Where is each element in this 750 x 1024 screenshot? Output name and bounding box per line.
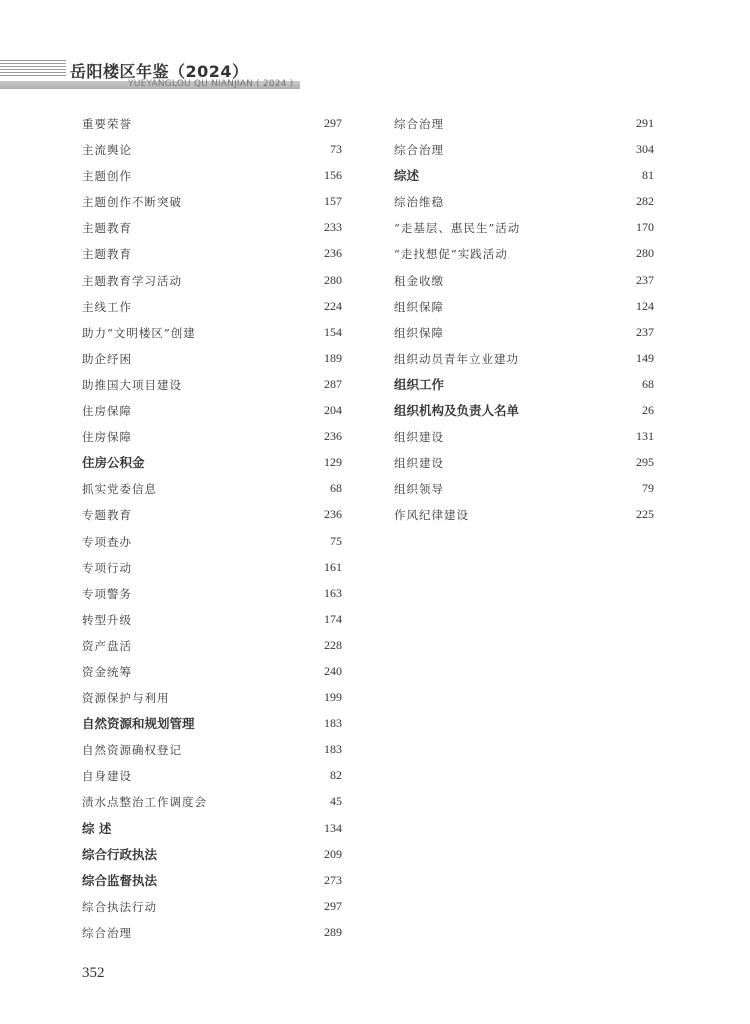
index-page-number: 237 <box>636 324 654 339</box>
index-term: 主题教育 <box>82 247 132 262</box>
index-term: 组织机构及负责人名单 <box>394 403 520 419</box>
index-term: 专项警务 <box>82 586 132 601</box>
yearbook-subtitle: YUEYANGLOU QU NIANJIAN ( 2024 ) <box>128 79 294 89</box>
page-number: 352 <box>82 965 105 981</box>
index-term: 自身建设 <box>82 769 132 784</box>
index-entry <box>82 452 342 478</box>
index-term: 渍水点整治工作调度会 <box>82 795 207 810</box>
index-entry <box>394 478 654 504</box>
index-entry <box>394 296 654 322</box>
index-page-number: 68 <box>330 481 342 496</box>
index-page-number: 199 <box>324 690 342 705</box>
index-entry <box>82 400 342 426</box>
index-term: 综述 <box>394 168 420 184</box>
index-page-number: 280 <box>636 246 654 261</box>
index-term: 综 述 <box>82 820 112 836</box>
index-page-number: 236 <box>324 429 342 444</box>
index-entry <box>82 870 342 896</box>
index-term: 组织领导 <box>394 482 444 497</box>
running-header <box>0 58 750 94</box>
index-entry <box>394 217 654 243</box>
index-term: 住房公积金 <box>82 455 145 471</box>
index-entry <box>394 270 654 296</box>
index-entry <box>82 739 342 765</box>
index-column-left <box>82 113 342 948</box>
index-entry <box>82 322 342 348</box>
index-term: “走基层、惠民生”活动 <box>394 221 521 236</box>
index-term: 助企纾困 <box>82 351 132 366</box>
index-page-number: 224 <box>324 298 342 313</box>
index-term: 抓实党委信息 <box>82 482 157 497</box>
index-term: 综合治理 <box>82 925 132 940</box>
index-term: 主流舆论 <box>82 143 132 158</box>
index-entry <box>394 504 654 530</box>
index-page-number: 225 <box>636 507 654 522</box>
index-term: 主题教育 <box>82 221 132 236</box>
index-term: 作风纪律建设 <box>394 508 469 523</box>
index-page-number: 297 <box>324 898 342 913</box>
index-page-number: 204 <box>324 403 342 418</box>
index-page-number: 75 <box>330 533 342 548</box>
index-entry <box>82 583 342 609</box>
index-entry <box>82 504 342 530</box>
index-term: 资源保护与利用 <box>82 691 170 706</box>
header-stripes <box>0 58 66 76</box>
index-term: 综合监督执法 <box>82 872 158 888</box>
index-page-number: 240 <box>324 663 342 678</box>
index-page-number: 233 <box>324 220 342 235</box>
index-term: 助推国大项目建设 <box>82 377 182 392</box>
index-page-number: 154 <box>324 324 342 339</box>
index-term: 组织工作 <box>394 376 445 392</box>
index-entry <box>82 635 342 661</box>
index-entry <box>82 165 342 191</box>
index-entry <box>82 217 342 243</box>
index-entry <box>394 400 654 426</box>
index-term: 综合行政执法 <box>82 846 158 862</box>
index-term: 主题创作不断突破 <box>82 195 182 210</box>
index-page-number: 282 <box>636 194 654 209</box>
index-entry <box>82 687 342 713</box>
index-page-number: 189 <box>324 350 342 365</box>
index-term: 主线工作 <box>82 299 132 314</box>
index-term: 助力“文明楼区”创建 <box>82 325 196 340</box>
index-page-number: 228 <box>324 637 342 652</box>
index-page-number: 82 <box>330 768 342 783</box>
index-term: 自然资源确权登记 <box>82 743 182 758</box>
index-entry <box>82 348 342 374</box>
index-term: 组织建设 <box>394 430 444 445</box>
index-page-number: 134 <box>324 820 342 835</box>
index-entry <box>82 113 342 139</box>
index-page-number: 149 <box>636 350 654 365</box>
index-page-number: 124 <box>636 298 654 313</box>
index-page-number: 45 <box>330 794 342 809</box>
index-term: 转型升级 <box>82 612 132 627</box>
index-page-number: 236 <box>324 507 342 522</box>
index-term: “走找想促”实践活动 <box>394 247 508 262</box>
index-entry <box>82 478 342 504</box>
index-entry <box>82 426 342 452</box>
index-page-number: 156 <box>324 168 342 183</box>
index-entry <box>82 531 342 557</box>
index-term: 综合执法行动 <box>82 899 157 914</box>
index-entry <box>394 191 654 217</box>
index-page-number: 304 <box>636 142 654 157</box>
index-term: 资金统筹 <box>82 664 132 679</box>
index-term: 主题创作 <box>82 169 132 184</box>
index-entry <box>394 243 654 269</box>
index-term: 专项查办 <box>82 534 132 549</box>
index-page-number: 174 <box>324 611 342 626</box>
index-entry <box>394 374 654 400</box>
index-term: 住房保障 <box>82 430 132 445</box>
index-page-number: 289 <box>324 924 342 939</box>
index-term: 组织动员青年立业建功 <box>394 351 519 366</box>
index-page-number: 170 <box>636 220 654 235</box>
index-entry <box>82 296 342 322</box>
index-entry <box>82 818 342 844</box>
index-page-number: 237 <box>636 272 654 287</box>
index-entry <box>82 896 342 922</box>
index-entry <box>82 844 342 870</box>
index-entry <box>394 348 654 374</box>
index-page-number: 26 <box>642 403 654 418</box>
index-term: 组织建设 <box>394 456 444 471</box>
index-page-number: 131 <box>636 429 654 444</box>
index-term: 综治维稳 <box>394 195 444 210</box>
index-page-number: 157 <box>324 194 342 209</box>
index-page-number: 68 <box>642 376 654 391</box>
index-term: 综合治理 <box>394 117 444 131</box>
index-page-number: 297 <box>324 116 342 130</box>
index-page-number: 291 <box>636 116 654 130</box>
index-entry <box>82 791 342 817</box>
index-page-number: 209 <box>324 846 342 861</box>
index-entry <box>82 243 342 269</box>
index-entry <box>82 374 342 400</box>
index-page-number: 129 <box>324 455 342 470</box>
index-term: 自然资源和规划管理 <box>82 716 195 732</box>
index-entry <box>394 113 654 139</box>
index-term: 专项行动 <box>82 560 132 575</box>
index-page-number: 287 <box>324 376 342 391</box>
index-page-number: 273 <box>324 872 342 887</box>
index-entry <box>82 922 342 948</box>
index-page-number: 183 <box>324 716 342 731</box>
index-page-number: 79 <box>642 481 654 496</box>
index-column-right <box>394 113 654 531</box>
index-page-number: 163 <box>324 585 342 600</box>
index-entry <box>394 165 654 191</box>
index-entry <box>394 322 654 348</box>
index-term: 租金收缴 <box>394 273 444 288</box>
index-page-number: 161 <box>324 559 342 574</box>
index-term: 资产盘活 <box>82 638 132 653</box>
index-entry <box>82 765 342 791</box>
index-entry <box>394 452 654 478</box>
index-page-number: 81 <box>642 168 654 183</box>
index-entry <box>394 426 654 452</box>
index-page-number: 295 <box>636 455 654 470</box>
index-term: 组织保障 <box>394 299 444 314</box>
index-page-number: 183 <box>324 742 342 757</box>
index-term: 主题教育学习活动 <box>82 273 182 288</box>
index-term: 住房保障 <box>82 404 132 419</box>
index-entry <box>82 270 342 296</box>
index-term: 重要荣誉 <box>82 117 132 131</box>
index-entry <box>82 661 342 687</box>
index-page-number: 280 <box>324 272 342 287</box>
index-entry <box>82 191 342 217</box>
index-entry <box>82 139 342 165</box>
index-term: 专题教育 <box>82 508 132 523</box>
index-entry <box>82 609 342 635</box>
index-entry <box>394 139 654 165</box>
index-term: 综合治理 <box>394 143 444 158</box>
index-page-number: 73 <box>330 142 342 157</box>
index-entry <box>82 557 342 583</box>
index-term: 组织保障 <box>394 325 444 340</box>
index-page-number: 236 <box>324 246 342 261</box>
yearbook-title: 岳阳楼区年鉴（2024） <box>70 62 249 81</box>
index-entry <box>82 713 342 739</box>
